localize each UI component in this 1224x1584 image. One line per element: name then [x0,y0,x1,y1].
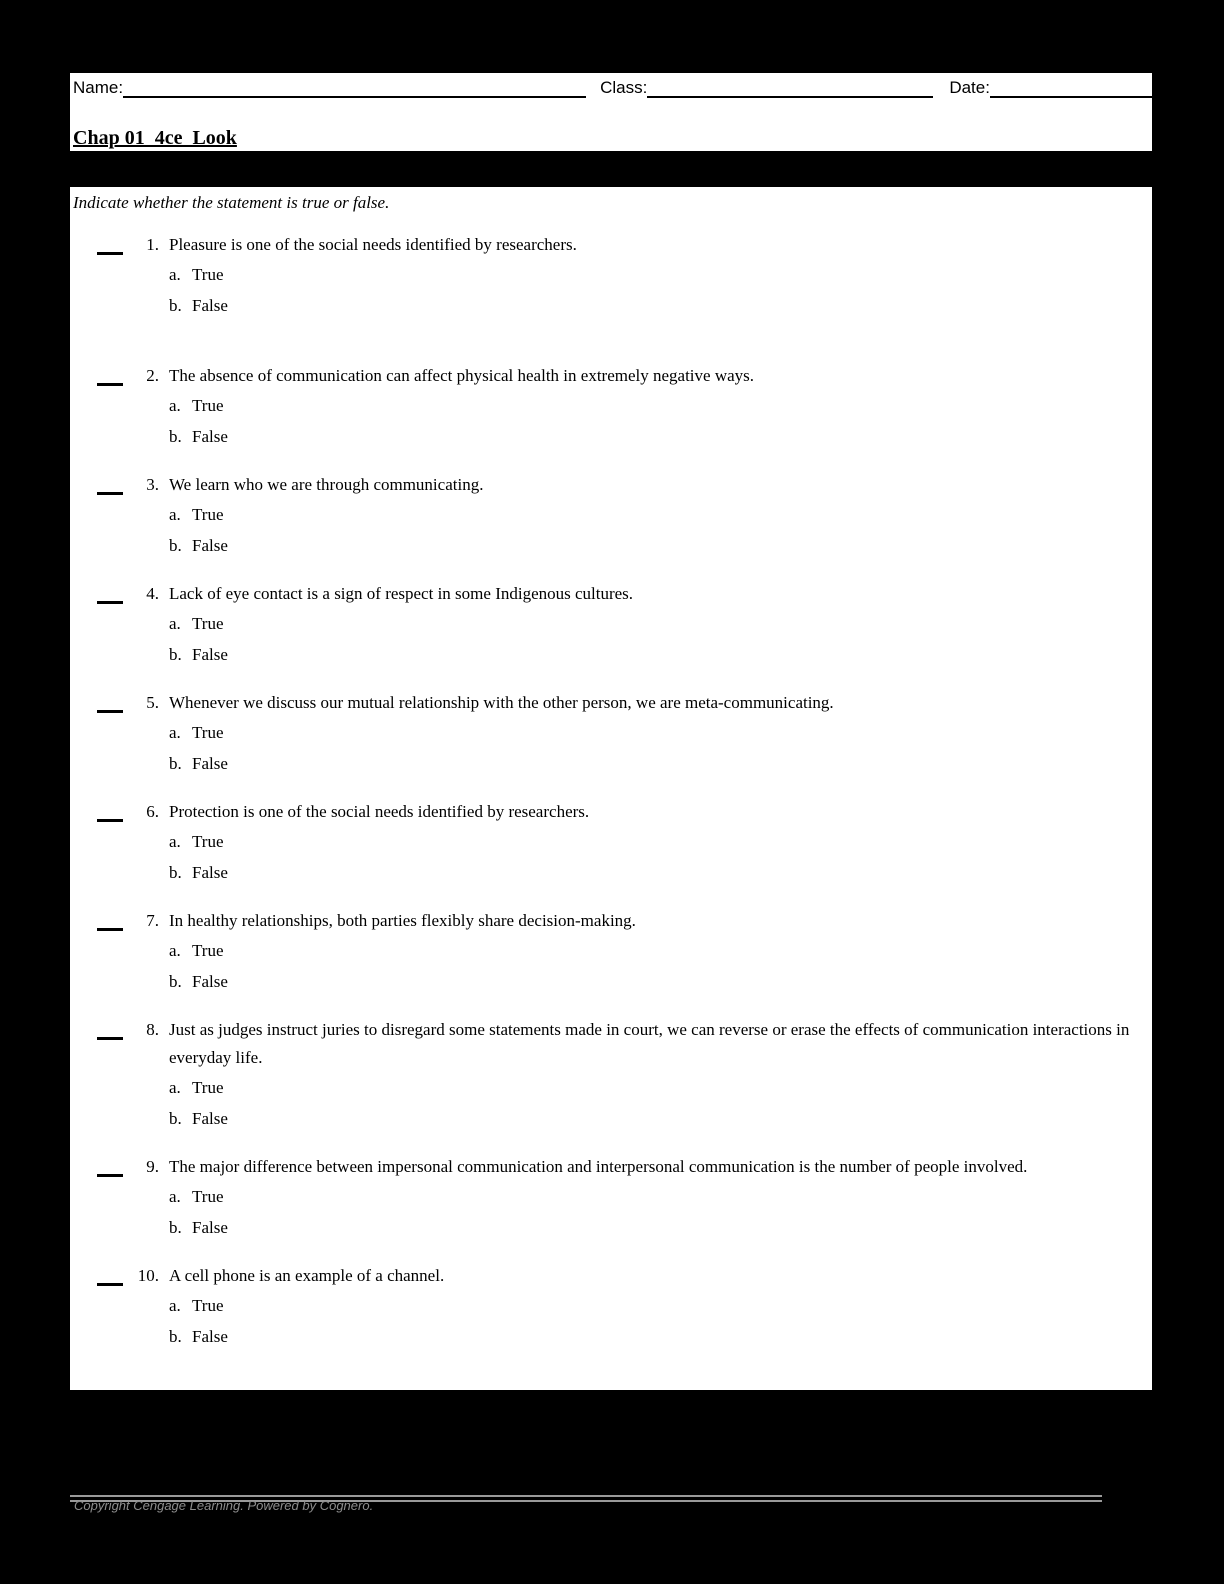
option-label: True [192,396,224,415]
option-false [169,748,1152,779]
answer-blank[interactable] [97,1262,123,1286]
question-number: 7. [146,911,159,930]
option-label: False [192,427,228,446]
option-label: True [192,265,224,284]
question-row [73,471,1152,561]
answer-blank[interactable] [97,362,123,386]
option-label: True [192,505,224,524]
class-input-line[interactable] [647,78,933,98]
option-label: True [192,1078,224,1097]
question-number: 6. [146,802,159,821]
option-false [169,639,1152,670]
option-true [169,390,1152,421]
option-false [169,530,1152,561]
option-label: False [192,645,228,664]
answer-blank[interactable] [97,231,123,255]
option-letter: a. [169,265,181,284]
instructions-text: Indicate whether the statement is true or false. [73,193,390,212]
option-true [169,935,1152,966]
question-block-3 [73,471,1152,561]
option-letter: a. [169,1078,181,1097]
option-true [169,499,1152,530]
question-row [73,231,1152,321]
option-label: False [192,1218,228,1237]
question-statement: Lack of eye contact is a sign of respect in some Indigenous cultures. [169,584,634,603]
question-number: 5. [146,693,159,712]
option-label: False [192,1109,228,1128]
footer-copyright: Copyright Cengage Learning. Powered by Cognero. [74,1498,374,1513]
question-number: 1. [146,235,159,254]
option-false [169,1321,1152,1352]
question-block-8 [73,1016,1152,1134]
question-block-10 [73,1262,1152,1352]
name-input-line[interactable] [123,78,586,98]
class-label: Class: [600,78,648,97]
option-label: False [192,972,228,991]
question-number: 8. [146,1020,159,1039]
option-letter: b. [169,645,182,664]
question-body [169,580,1152,670]
option-true [169,826,1152,857]
question-row [73,580,1152,670]
question-body [169,907,1152,997]
option-true [169,259,1152,290]
option-letter: b. [169,1109,182,1128]
question-number: 4. [146,584,159,603]
question-statement: Protection is one of the social needs identified by researchers. [169,802,590,821]
answer-blank[interactable] [97,689,123,713]
name-label: Name: [73,78,124,97]
option-letter: a. [169,1187,181,1206]
option-false [169,1212,1152,1243]
question-row [73,362,1152,452]
option-letter: a. [169,723,181,742]
option-false [169,1103,1152,1134]
option-letter: a. [169,505,181,524]
option-letter: a. [169,941,181,960]
option-label: False [192,754,228,773]
answer-blank[interactable] [97,471,123,495]
question-list [73,231,1152,1352]
question-row [73,907,1152,997]
question-row [73,1153,1152,1243]
question-block-5 [73,689,1152,779]
answer-blank[interactable] [97,798,123,822]
option-false [169,290,1152,321]
question-row [73,1262,1152,1352]
question-section [70,187,1152,1390]
question-statement: Pleasure is one of the social needs identified by researchers. [169,235,577,254]
option-false [169,857,1152,888]
question-number: 10. [137,1266,159,1285]
question-row [73,798,1152,888]
student-info-row [70,73,1152,98]
question-statement: A cell phone is an example of a channel. [169,1266,445,1285]
question-statement: Whenever we discuss our mutual relationship with the other person, we are meta-communicating. [169,693,834,712]
option-letter: b. [169,296,182,315]
option-letter: b. [169,754,182,773]
question-statement: The absence of communication can affect physical health in extremely negative ways. [169,366,755,385]
question-body [169,1016,1152,1134]
question-block-1 [73,231,1152,321]
question-number: 3. [146,475,159,494]
option-label: False [192,1327,228,1346]
question-statement: We learn who we are through communicating. [169,475,484,494]
option-label: False [192,296,228,315]
option-letter: b. [169,1327,182,1346]
option-label: False [192,536,228,555]
answer-blank[interactable] [97,1016,123,1040]
question-block-4 [73,580,1152,670]
answer-blank[interactable] [97,580,123,604]
option-letter: b. [169,972,182,991]
answer-blank[interactable] [97,1153,123,1177]
option-true [169,608,1152,639]
option-true [169,717,1152,748]
option-label: True [192,1187,224,1206]
page-header [70,73,1152,151]
question-body [169,1153,1152,1243]
option-label: True [192,614,224,633]
option-letter: a. [169,614,181,633]
question-body [169,362,1152,452]
question-statement: The major difference between impersonal communication and interpersonal communication is the number of people involved. [169,1157,1028,1176]
question-number: 9. [146,1157,159,1176]
question-row [73,689,1152,779]
option-false [169,421,1152,452]
document-title: Chap 01_4ce_Look [73,127,237,149]
question-statement: Just as judges instruct juries to disregard some statements made in court, we can reverse or erase the effects of communication interactions in everyday life. [169,1020,1130,1067]
option-true [169,1181,1152,1212]
question-body [169,798,1152,888]
option-label: True [192,941,224,960]
question-block-7 [73,907,1152,997]
question-row [73,1016,1152,1134]
answer-blank[interactable] [97,907,123,931]
date-label: Date: [949,78,990,97]
question-number: 2. [146,366,159,385]
option-true [169,1290,1152,1321]
option-letter: a. [169,832,181,851]
question-body [169,471,1152,561]
question-body [169,231,1152,321]
option-false [169,966,1152,997]
option-label: True [192,1296,224,1315]
option-letter: b. [169,1218,182,1237]
question-body [169,689,1152,779]
option-letter: b. [169,427,182,446]
option-label: True [192,832,224,851]
question-block-2 [73,362,1152,452]
question-statement: In healthy relationships, both parties flexibly share decision-making. [169,911,636,930]
option-letter: b. [169,863,182,882]
option-letter: b. [169,536,182,555]
option-label: True [192,723,224,742]
option-true [169,1072,1152,1103]
option-letter: a. [169,396,181,415]
date-input-line[interactable] [990,78,1152,98]
option-label: False [192,863,228,882]
question-block-6 [73,798,1152,888]
question-body [169,1262,1152,1352]
option-letter: a. [169,1296,181,1315]
question-block-9 [73,1153,1152,1243]
